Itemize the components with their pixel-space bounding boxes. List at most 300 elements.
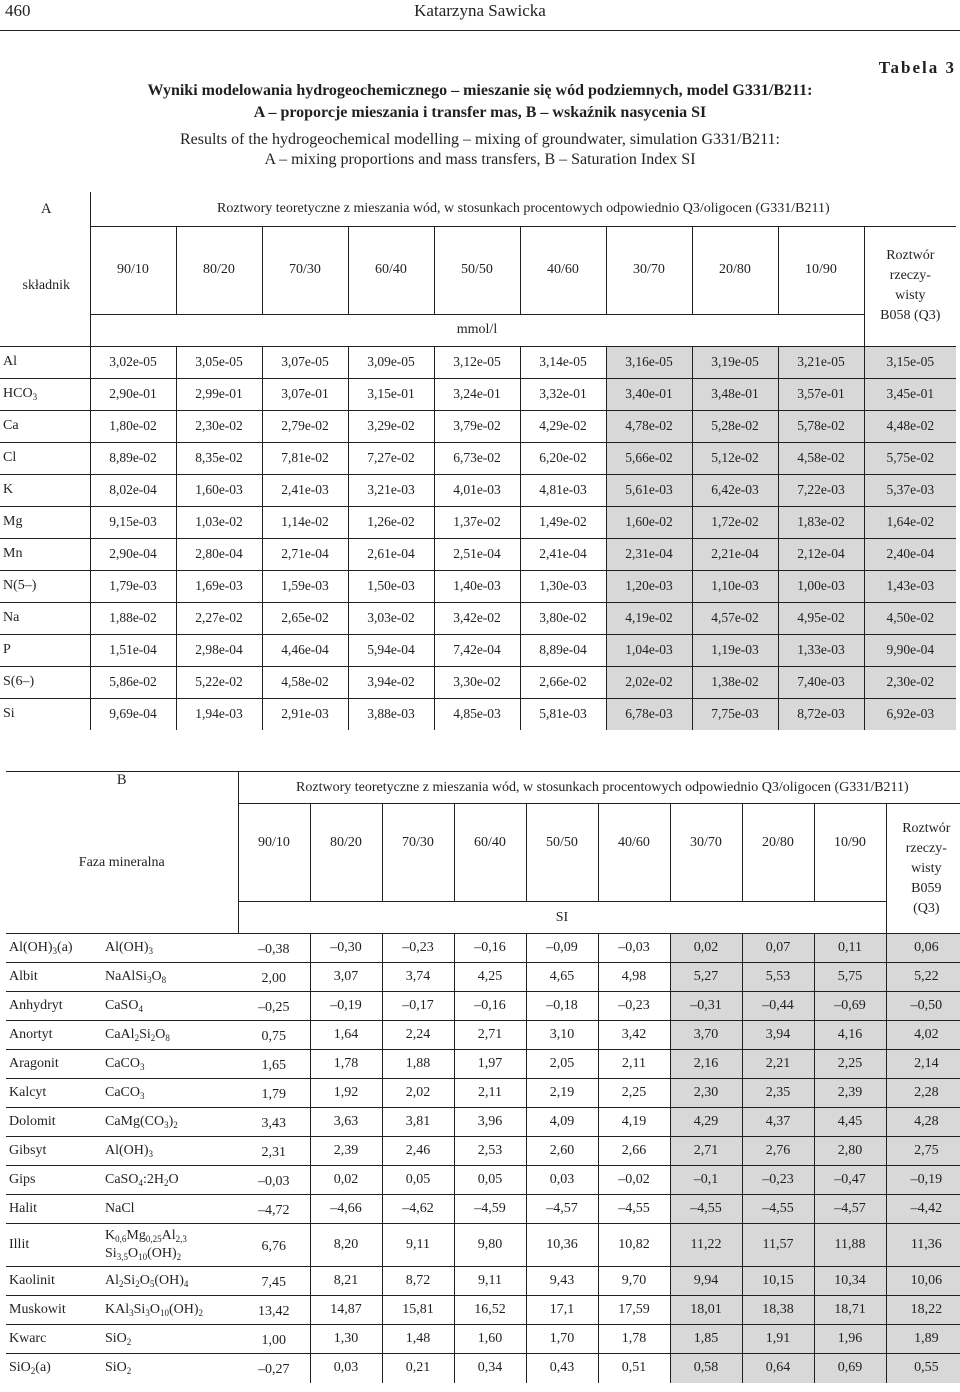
table-b-formula-subscript: 3	[140, 1091, 145, 1101]
table-a-cell: 4,78e-02	[606, 410, 692, 442]
table-b-cell: 2,11	[454, 1079, 526, 1108]
table-b-cell: 9,11	[382, 1224, 454, 1267]
table-b-cell: 0,51	[598, 1354, 670, 1383]
table-b-cell: –0,19	[310, 992, 382, 1021]
table-b-formula-subscript: 2	[134, 1033, 140, 1043]
table-a-cell: 2,90e-01	[90, 378, 176, 410]
table-a-cell: 4,81e-03	[520, 474, 606, 506]
table-b-row	[6, 1050, 960, 1079]
table-b-mineral-header: Faza mineralna	[78, 855, 165, 870]
table-a-cell: 2,02e-02	[606, 666, 692, 698]
table-a-cell: 6,92e-03	[864, 698, 956, 730]
table-a-cell: 2,98e-04	[176, 634, 262, 666]
table-b-cell: 1,65	[238, 1050, 310, 1079]
table-b-mineral-subscript: 2	[30, 1366, 36, 1377]
table-a-component: Al	[0, 346, 90, 378]
table-b-formula-subscript: 3	[129, 1308, 134, 1318]
table-a-cell: 7,22e-03	[778, 474, 864, 506]
table-b-cell: –0,38	[238, 934, 310, 963]
table-a-component: $HCO_3$	[0, 378, 90, 410]
table-a-component: K	[0, 474, 90, 506]
table-b-cell: 18,22	[886, 1296, 960, 1325]
table-b-row	[6, 1224, 960, 1267]
table-b-cell: 0,07	[742, 934, 814, 963]
table-b-cell: 11,22	[670, 1224, 742, 1267]
table-a-cell: 6,73e-02	[434, 442, 520, 474]
table-b-row	[6, 1296, 960, 1325]
table-a-cell: 2,61e-04	[348, 538, 434, 570]
table-b-actual-header-line: Roztwór	[902, 820, 951, 836]
table-b-formula: $KAl_3Si_3O_{10}(OH)_2$	[102, 1296, 238, 1325]
table-b-mineral-name: Gips	[6, 1166, 102, 1195]
table-b-formula-subscript: 2	[150, 1033, 156, 1043]
table-b-cell: 3,63	[310, 1108, 382, 1137]
table-b-mineral-name: Muskowit	[6, 1296, 102, 1325]
table-a-cell: 1,40e-03	[434, 570, 520, 602]
table-b-cell: 17,59	[598, 1296, 670, 1325]
table-a-cell: 4,46e-04	[262, 634, 348, 666]
table-b-row	[6, 1166, 960, 1195]
table-b-formula-subscript: 4	[183, 1279, 189, 1289]
table-a-row	[0, 538, 956, 570]
table-a-cell: 3,45e-01	[864, 378, 956, 410]
table-a-cell: 3,07e-01	[262, 378, 348, 410]
table-a-cell: 3,79e-02	[434, 410, 520, 442]
table-b-formula-subscript: 2	[135, 1279, 140, 1289]
table-b-cell: 2,80	[814, 1137, 886, 1166]
table-b-cell: 8,20	[310, 1224, 382, 1267]
table-a-cell: 4,48e-02	[864, 410, 956, 442]
table-a-unit: mmol/l	[90, 314, 864, 346]
table-b-cell: 3,42	[598, 1021, 670, 1050]
table-a-cell: 1,50e-03	[348, 570, 434, 602]
table-a-actual-header	[864, 226, 956, 346]
table-a-cell: 2,30e-02	[176, 410, 262, 442]
table-b-cell: –0,18	[526, 992, 598, 1021]
table-b-cell: 10,06	[886, 1267, 960, 1296]
table-b-cell: –0,03	[238, 1166, 310, 1195]
table-b-cell: 3,07	[310, 963, 382, 992]
table-a-cell: 2,41e-04	[520, 538, 606, 570]
table-b-cell: –0,16	[454, 934, 526, 963]
table-b-formula: CaSO$_4$	[102, 992, 238, 1021]
table-a-cell: 3,57e-01	[778, 378, 864, 410]
table-b-mineral-name: SiO$_2$(a)	[6, 1354, 102, 1383]
table-b-cell: 3,10	[526, 1021, 598, 1050]
table-b-cell: 0,11	[814, 934, 886, 963]
table-b-cell: 10,82	[598, 1224, 670, 1267]
table-b-cell: 1,60	[454, 1325, 526, 1354]
table-b-cell: 1,88	[382, 1050, 454, 1079]
table-b-cell: 0,03	[310, 1354, 382, 1383]
table-a-cell: 5,12e-02	[692, 442, 778, 474]
table-a-cell: 3,14e-05	[520, 346, 606, 378]
table-b-unit: SI	[238, 902, 886, 934]
table-b-formula-subscript: 8	[165, 1033, 170, 1043]
table-b-cell: 2,30	[670, 1079, 742, 1108]
table-a-cell: 1,60e-03	[176, 474, 262, 506]
table-b-cell: 0,03	[526, 1166, 598, 1195]
table-a-cell: 9,90e-04	[864, 634, 956, 666]
table-b-cell: 9,43	[526, 1267, 598, 1296]
table-b-cell: –4,59	[454, 1195, 526, 1224]
table-b-cell: 1,30	[310, 1325, 382, 1354]
table-b-cell: 15,81	[382, 1296, 454, 1325]
table-a-cell: 3,48e-01	[692, 378, 778, 410]
table-a-cell: 2,71e-04	[262, 538, 348, 570]
table-b-mineral-name: Dolomit	[6, 1108, 102, 1137]
table-b-ratio-header: 90/10	[238, 804, 310, 902]
table-a-cell: 6,42e-03	[692, 474, 778, 506]
table-a-row	[0, 666, 956, 698]
table-a-cell: 5,94e-04	[348, 634, 434, 666]
table-b-cell: 0,02	[310, 1166, 382, 1195]
table-b-formula-subscript: 3	[140, 1062, 145, 1072]
table-a-cell: 2,99e-01	[176, 378, 262, 410]
table-a-cell: 1,14e-02	[262, 506, 348, 538]
table-b-cell: 8,72	[382, 1267, 454, 1296]
table-b-ratio-header: 30/70	[670, 804, 742, 902]
table-a-cell: 1,19e-03	[692, 634, 778, 666]
table-b-mineral-name: Kwarc	[6, 1325, 102, 1354]
table-b-cell: 18,71	[814, 1296, 886, 1325]
table-a-cell: 3,80e-02	[520, 602, 606, 634]
table-a-cell: 3,42e-02	[434, 602, 520, 634]
table-b-ratio-header: 60/40	[454, 804, 526, 902]
table-a-cell: 2,79e-02	[262, 410, 348, 442]
table-a-actual-header-line: wisty	[895, 288, 926, 303]
table-b-cell: 1,78	[310, 1050, 382, 1079]
table-b-row	[6, 1137, 960, 1166]
table-a-cell: 2,65e-02	[262, 602, 348, 634]
table-b-cell: 0,55	[886, 1354, 960, 1383]
table-a-cell: 3,24e-01	[434, 378, 520, 410]
table-b-row	[6, 1021, 960, 1050]
table-a-row	[0, 346, 956, 378]
table-a-cell: 1,33e-03	[778, 634, 864, 666]
table-a-ratio-header: 10/90	[778, 226, 864, 314]
table-b-cell: 2,60	[526, 1137, 598, 1166]
table-b-formula-subscript: 10	[159, 1308, 169, 1318]
table-b-cell: 9,94	[670, 1267, 742, 1296]
table-a-cell: 1,03e-02	[176, 506, 262, 538]
table-b-formula-subscript: 3	[145, 1308, 150, 1318]
table-a-cell: 3,12e-05	[434, 346, 520, 378]
table-a-cell: 1,72e-02	[692, 506, 778, 538]
table-b-cell: 4,02	[886, 1021, 960, 1050]
table-a-ratio-header: 60/40	[348, 226, 434, 314]
table-b-ratio-header: 20/80	[742, 804, 814, 902]
table-b-formula-subscript: 3	[148, 946, 154, 956]
table-b-formula-subscript: 2	[198, 1308, 203, 1318]
table-b-cell: 0,21	[382, 1354, 454, 1383]
table-b-cell: 0,43	[526, 1354, 598, 1383]
table-a-cell: 5,78e-02	[778, 410, 864, 442]
running-author: Katarzyna Sawicka	[414, 1, 546, 20]
table-b-mineral-name: Anhydryt	[6, 992, 102, 1021]
table-b-cell: –0,50	[886, 992, 960, 1021]
table-a-cell: 4,58e-02	[778, 442, 864, 474]
table-b-mineral-name: Aragonit	[6, 1050, 102, 1079]
table-b-cell: 2,35	[742, 1079, 814, 1108]
table-a-cell: 8,89e-04	[520, 634, 606, 666]
table-b-cell: 9,80	[454, 1224, 526, 1267]
table-b-formula-subscript: 2	[163, 1178, 169, 1188]
table-b-row	[6, 1108, 960, 1137]
table-a-cell: 5,66e-02	[606, 442, 692, 474]
table-b-cell: –4,66	[310, 1195, 382, 1224]
table-b-cell: 1,97	[454, 1050, 526, 1079]
table-a-component: Si	[0, 698, 90, 730]
table-b-cell: 2,39	[814, 1079, 886, 1108]
table-b-formula: $CaMg(CO_3)_2$	[102, 1108, 238, 1137]
table-b-cell: 3,94	[742, 1021, 814, 1050]
table-b-cell: –4,55	[670, 1195, 742, 1224]
table-b	[6, 771, 960, 1383]
table-a-cell: 3,30e-02	[434, 666, 520, 698]
table-b-formula: $K_{0,6}Mg_{0,25}Al_{2,3}$ $Si_{3,5}O_{10}(OH)_2$	[102, 1224, 238, 1267]
table-b-mineral-name: Halit	[6, 1195, 102, 1224]
table-b-formula: $Al(OH)_3$	[102, 1137, 238, 1166]
table-a-cell: 8,89e-02	[90, 442, 176, 474]
table-b-actual-header-line: rzeczy-	[905, 840, 947, 856]
table-b-cell: 2,00	[238, 963, 310, 992]
table-b-ratio-header: 50/50	[526, 804, 598, 902]
table-b-formula-subscript: 10	[138, 1252, 148, 1262]
running-header	[0, 0, 960, 31]
table-a-cell: 3,19e-05	[692, 346, 778, 378]
table-a-cell: 7,81e-02	[262, 442, 348, 474]
table-a-component: Na	[0, 602, 90, 634]
table-b-mineral-name: Anortyt	[6, 1021, 102, 1050]
table-a-cell: 3,09e-05	[348, 346, 434, 378]
table-a-cell: 1,80e-02	[90, 410, 176, 442]
table-a-cell: 3,88e-03	[348, 698, 434, 730]
table-b-cell: –0,30	[310, 934, 382, 963]
table-b-formula-subscript: 2	[119, 1279, 124, 1289]
table-b-formula-subscript: 0,25	[145, 1234, 162, 1244]
table-a-cell: 3,03e-02	[348, 602, 434, 634]
table-b-ratio-header: 80/20	[310, 804, 382, 902]
table-a-row	[0, 698, 956, 730]
table-b-cell: 2,75	[886, 1137, 960, 1166]
table-a-cell: 7,42e-04	[434, 634, 520, 666]
table-b-cell: –0,16	[454, 992, 526, 1021]
table-a-component: N(5–)	[0, 570, 90, 602]
table-a-component: Mg	[0, 506, 90, 538]
table-b-formula-subscript: 2	[126, 1337, 132, 1347]
table-a-cell: 3,07e-05	[262, 346, 348, 378]
table-a-actual-header-line: rzeczy-	[889, 268, 931, 283]
table-a-cell: 1,20e-03	[606, 570, 692, 602]
table-b-formula-subscript: 0,6	[115, 1234, 127, 1244]
table-b-cell: 1,64	[310, 1021, 382, 1050]
table-b-cell: 14,87	[310, 1296, 382, 1325]
table-b-cell: 4,25	[454, 963, 526, 992]
table-b-row	[6, 1195, 960, 1224]
table-a-cell: 1,94e-03	[176, 698, 262, 730]
table-b-cell: 2,66	[598, 1137, 670, 1166]
table-a-cell: 2,30e-02	[864, 666, 956, 698]
table-b-cell: 0,05	[382, 1166, 454, 1195]
table-a-ratio-header: 80/20	[176, 226, 262, 314]
table-a-cell: 2,40e-04	[864, 538, 956, 570]
table-b-cell: 2,25	[598, 1079, 670, 1108]
table-b-cell: 8,21	[310, 1267, 382, 1296]
title-pl-line-2: A – proporcje mieszania i transfer mas, B – wskaźnik nasycenia SI	[253, 104, 707, 121]
table-b-cell: 4,16	[814, 1021, 886, 1050]
table-b-formula: SiO$_2$	[102, 1325, 238, 1354]
table-a-row	[0, 378, 956, 410]
table-b-cell: 4,45	[814, 1108, 886, 1137]
table-b-cell: 2,28	[886, 1079, 960, 1108]
table-b-formula-subscript: 2,3	[175, 1234, 187, 1244]
table-b-cell: 2,05	[526, 1050, 598, 1079]
table-b-cell: 2,71	[670, 1137, 742, 1166]
table-b-cell: –4,57	[814, 1195, 886, 1224]
table-b-cell: 0,69	[814, 1354, 886, 1383]
table-b-cell: 0,34	[454, 1354, 526, 1383]
table-b-formula-subscript: 4	[138, 1004, 143, 1014]
table-b-cell: 2,16	[670, 1050, 742, 1079]
table-b-cell: 1,79	[238, 1079, 310, 1108]
table-b-row	[6, 1267, 960, 1296]
table-a-cell: 5,37e-03	[864, 474, 956, 506]
table-a-cell: 3,21e-05	[778, 346, 864, 378]
table-a-cell: 2,80e-04	[176, 538, 262, 570]
table-a-cell: 1,37e-02	[434, 506, 520, 538]
table-b-mineral-name: Gibsyt	[6, 1137, 102, 1166]
table-b-ratio-header: 70/30	[382, 804, 454, 902]
table-b-cell: 3,70	[670, 1021, 742, 1050]
table-b-row	[6, 1354, 960, 1383]
table-b-cell: 16,52	[454, 1296, 526, 1325]
table-a-ratio-header: 50/50	[434, 226, 520, 314]
table-b-row	[6, 963, 960, 992]
table-b-row	[6, 1079, 960, 1108]
table-a-cell: 6,78e-03	[606, 698, 692, 730]
title-en-line-1: Results of the hydrogeochemical modelling – mixing of groundwater, simulation G331/B211:	[179, 131, 780, 148]
table-b-cell: 13,42	[238, 1296, 310, 1325]
table-b-cell: 2,21	[742, 1050, 814, 1079]
table-a-corner: A	[0, 192, 90, 226]
table-a-cell: 6,20e-02	[520, 442, 606, 474]
page-number: 460	[5, 1, 31, 20]
table-b-cell: –4,62	[382, 1195, 454, 1224]
table-b-formula: CaCO$_3$	[102, 1050, 238, 1079]
table-b-cell: 2,31	[238, 1137, 310, 1166]
table-b-cell: 10,36	[526, 1224, 598, 1267]
table-b-cell: 9,70	[598, 1267, 670, 1296]
table-a-cell: 4,85e-03	[434, 698, 520, 730]
table-b-cell: –0,23	[382, 934, 454, 963]
table-a-cell: 7,75e-03	[692, 698, 778, 730]
table-b-cell: –0,27	[238, 1354, 310, 1383]
table-b-formula-subscript: 5	[149, 1279, 155, 1289]
table-b-cell: –0,31	[670, 992, 742, 1021]
table-b-cell: –0,03	[598, 934, 670, 963]
table-b-cell: 1,91	[742, 1325, 814, 1354]
table-b-cell: –4,57	[526, 1195, 598, 1224]
table-a-cell: 8,02e-04	[90, 474, 176, 506]
table-a-cell: 1,69e-03	[176, 570, 262, 602]
table-a	[0, 192, 956, 730]
table-a-cell: 2,90e-04	[90, 538, 176, 570]
table-a-ratio-header: 90/10	[90, 226, 176, 314]
table-b-cell: –0,44	[742, 992, 814, 1021]
table-b-cell: 1,89	[886, 1325, 960, 1354]
table-b-cell: 2,19	[526, 1079, 598, 1108]
table-b-cell: 5,75	[814, 963, 886, 992]
table-b-formula-subscript: 2	[176, 1252, 182, 1262]
table-a-cell: 7,27e-02	[348, 442, 434, 474]
table-b-cell: 4,65	[526, 963, 598, 992]
table-a-cell: 1,43e-03	[864, 570, 956, 602]
table-label: Tabela 3	[878, 58, 956, 77]
table-a-actual-header-line: Roztwór	[886, 248, 935, 263]
table-b-cell: 1,48	[382, 1325, 454, 1354]
table-b-cell: 1,92	[310, 1079, 382, 1108]
table-b-cell: 0,05	[454, 1166, 526, 1195]
table-b-mineral-name: $Al(OH)_3(a)$	[6, 934, 102, 963]
table-a-cell: 3,94e-02	[348, 666, 434, 698]
table-b-row	[6, 992, 960, 1021]
table-a-cell: 2,41e-03	[262, 474, 348, 506]
table-a-cell: 1,04e-03	[606, 634, 692, 666]
table-a-cell: 2,27e-02	[176, 602, 262, 634]
table-b-cell: 2,53	[454, 1137, 526, 1166]
table-a-cell: 2,91e-03	[262, 698, 348, 730]
table-a-cell: 5,75e-02	[864, 442, 956, 474]
table-a-cell: 1,30e-03	[520, 570, 606, 602]
table-b-formula-subscript: 4	[138, 1178, 143, 1188]
table-a-cell: 5,61e-03	[606, 474, 692, 506]
table-a-cell: 3,15e-05	[864, 346, 956, 378]
table-a-cell: 1,88e-02	[90, 602, 176, 634]
table-b-cell: 2,02	[382, 1079, 454, 1108]
table-b-row	[6, 1325, 960, 1354]
table-b-actual-header-line: (Q3)	[913, 900, 940, 916]
table-b-cell: –0,09	[526, 934, 598, 963]
table-a-component-subscript: 3	[32, 392, 38, 402]
table-a-cell: 3,21e-03	[348, 474, 434, 506]
table-a-cell: 3,02e-05	[90, 346, 176, 378]
table-b-formula-subscript: 3	[148, 1149, 154, 1159]
table-a-cell: 2,21e-04	[692, 538, 778, 570]
table-a-cell: 4,58e-02	[262, 666, 348, 698]
table-a-cell: 4,50e-02	[864, 602, 956, 634]
table-b-cell: 1,96	[814, 1325, 886, 1354]
table-b-mineral-subscript: 3	[52, 946, 58, 956]
table-b-cell: –4,55	[598, 1195, 670, 1224]
table-b-cell: –0,23	[742, 1166, 814, 1195]
table-b-cell: –0,23	[598, 992, 670, 1021]
table-b-cell: 0,02	[670, 934, 742, 963]
table-a-actual-header-line: B058 (Q3)	[880, 308, 941, 323]
table-a-cell: 1,83e-02	[778, 506, 864, 538]
table-a-cell: 4,95e-02	[778, 602, 864, 634]
table-b-cell: 18,01	[670, 1296, 742, 1325]
table-b-cell: 5,22	[886, 963, 960, 992]
table-b-cell: 2,76	[742, 1137, 814, 1166]
table-b-mineral-name: Kaolinit	[6, 1267, 102, 1296]
table-a-row	[0, 442, 956, 474]
table-b-cell: 3,43	[238, 1108, 310, 1137]
table-b-formula: $NaAlSi_3O_8$	[102, 963, 238, 992]
table-a-cell: 2,31e-04	[606, 538, 692, 570]
table-b-row	[6, 934, 960, 963]
table-a-row	[0, 602, 956, 634]
